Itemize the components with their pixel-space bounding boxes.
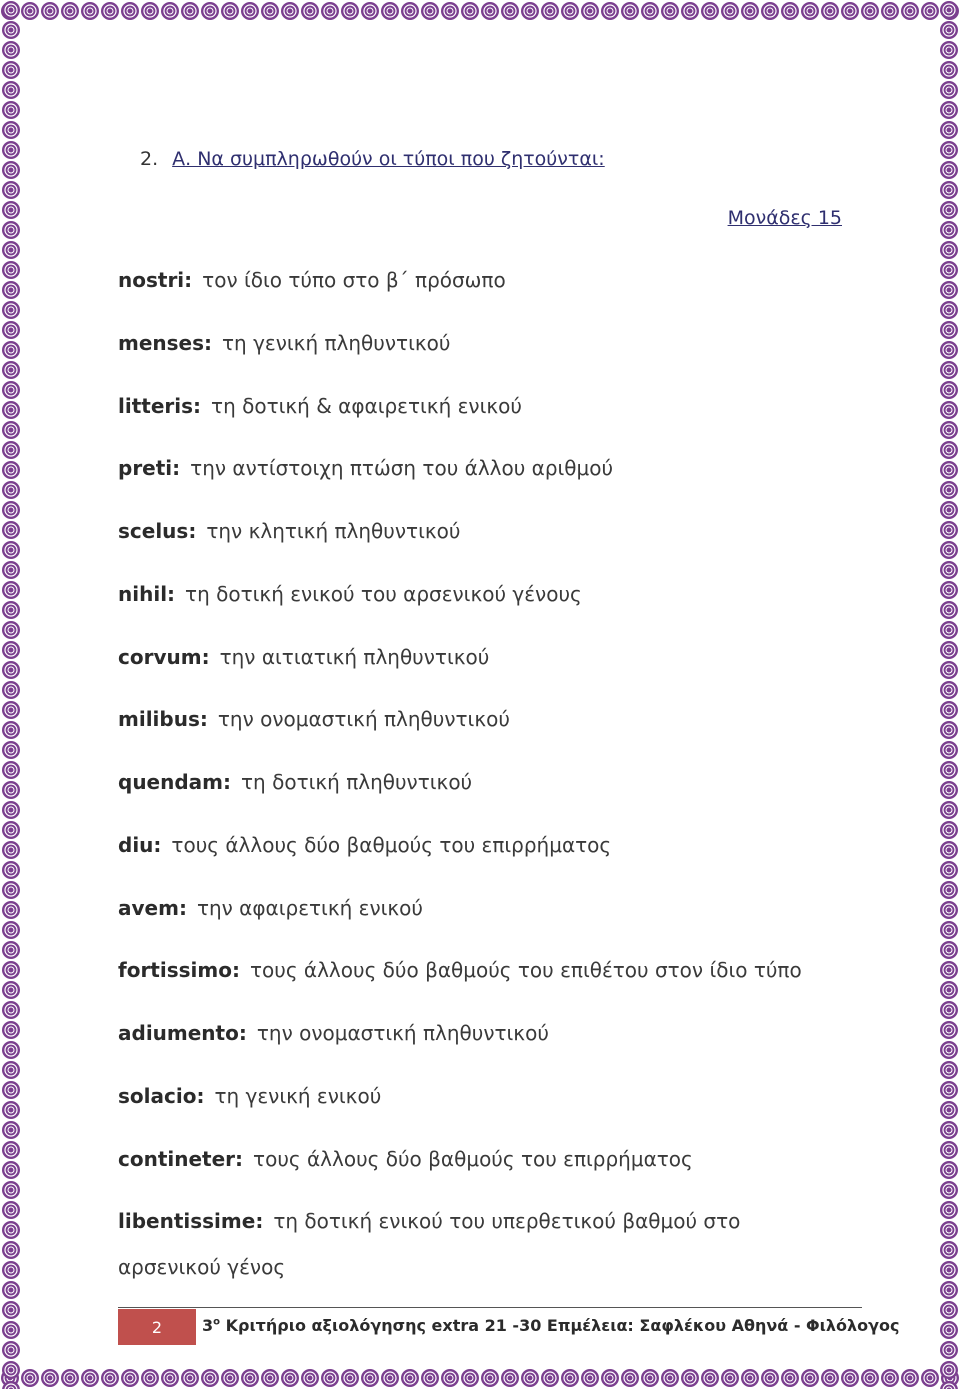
page-border-right (938, 0, 960, 1389)
latin-term: avem: (118, 896, 187, 920)
footer-ordinal-mark: ο (213, 1316, 221, 1328)
page-border-bottom (0, 1367, 960, 1389)
list-item (118, 1147, 693, 1171)
list-item (118, 707, 510, 731)
list-item (118, 958, 802, 982)
item-description: τους άλλους δύο βαθμούς του επιρρήματος (253, 1147, 693, 1171)
latin-term: corvum: (118, 645, 210, 669)
item-description: τη δοτική πληθυντικού (241, 770, 473, 794)
item-description: την αντίστοιχη πτώση του άλλου αριθμού (190, 456, 614, 480)
latin-term: scelus: (118, 519, 197, 543)
list-item (118, 456, 613, 480)
list-item (118, 582, 582, 606)
list-item (118, 394, 522, 418)
page-border-left (0, 0, 22, 1389)
list-item (118, 896, 423, 920)
item-description: τη γενική ενικού (214, 1084, 382, 1108)
item-description: την ονομαστική πληθυντικού (217, 707, 510, 731)
item-continuation: αρσενικού γένος (118, 1255, 286, 1279)
latin-term: contineter: (118, 1147, 244, 1171)
item-description: την ονομαστική πληθυντικού (256, 1021, 549, 1045)
page-number: 2 (118, 1309, 196, 1345)
latin-term: litteris: (118, 394, 202, 418)
latin-term: quendam: (118, 770, 232, 794)
list-item (118, 833, 611, 857)
list-item (118, 331, 450, 355)
question-heading (140, 148, 605, 170)
list-item (118, 770, 472, 794)
list-item (118, 1021, 549, 1045)
latin-term: diu: (118, 833, 162, 857)
list-item (118, 645, 489, 669)
latin-term: fortissimo: (118, 958, 240, 982)
latin-term: adiumento: (118, 1021, 247, 1045)
item-description: την κλητική πληθυντικού (206, 519, 461, 543)
footer-ordinal-number: 3 (202, 1316, 214, 1335)
item-description: την αιτιατική πληθυντικού (219, 645, 490, 669)
footer-divider (118, 1307, 862, 1308)
latin-term: solacio: (118, 1084, 205, 1108)
list-item (118, 1209, 740, 1233)
question-number: 2. (140, 148, 159, 170)
points-label: Μονάδες 15 (727, 207, 842, 229)
item-description: τον ίδιο τύπο στο β΄ πρόσωπο (202, 268, 506, 292)
latin-term: libentissime: (118, 1209, 264, 1233)
page-border-top (0, 0, 960, 22)
list-item (118, 1084, 381, 1108)
latin-term: nihil: (118, 582, 176, 606)
latin-term: menses: (118, 331, 213, 355)
list-item (118, 268, 506, 292)
item-description: τη δοτική ενικού του αρσενικού γένους (185, 582, 582, 606)
latin-term: preti: (118, 456, 181, 480)
list-item (118, 519, 460, 543)
item-description: τους άλλους δύο βαθμούς του επιθέτου στον ίδιο τύπο (249, 958, 802, 982)
latin-term: nostri: (118, 268, 193, 292)
item-description: τη γενική πληθυντικού (222, 331, 451, 355)
item-description: τη δοτική & αφαιρετική ενικού (211, 394, 522, 418)
question-title: Α. Να συμπληρωθούν οι τύποι που ζητούνται: (172, 148, 605, 170)
item-description: την αφαιρετική ενικού (196, 896, 423, 920)
item-description: τους άλλους δύο βαθμούς του επιρρήματος (171, 833, 612, 857)
item-description: τη δοτική ενικού του υπερθετικού βαθμού στο (273, 1209, 741, 1233)
footer-text (202, 1316, 899, 1335)
footer-caption: Κριτήριο αξιολόγησης extra 21 -30 Επμέλεια: Σαφλέκου Αθηνά - Φιλόλογος (225, 1316, 900, 1335)
latin-term: milibus: (118, 707, 208, 731)
